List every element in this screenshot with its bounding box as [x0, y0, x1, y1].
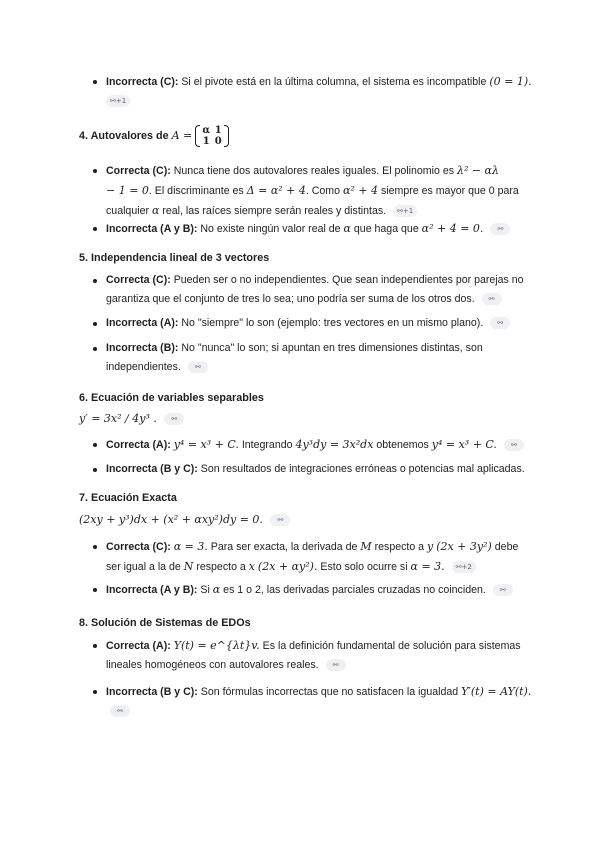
equation: y′ = 3x² / 4y³ . ⚯	[79, 412, 184, 425]
source-chip[interactable]	[490, 317, 510, 329]
math-expr: A =	[171, 128, 193, 142]
item-label: Incorrecta (B):	[106, 342, 179, 354]
source-chip[interactable]	[188, 361, 208, 373]
bullet	[93, 588, 97, 592]
list-item: Incorrecta (B y C): Son fórmulas incorrectas que no satisfacen la igualdad Y′(t) = AY(t). ⚯	[93, 682, 533, 721]
section-title-6: 6. Ecuación de variables separables	[79, 392, 264, 404]
link-icon: ⚯	[499, 586, 506, 595]
bullet	[93, 227, 97, 231]
source-chip[interactable]	[164, 413, 184, 425]
link-icon: ⚯	[488, 295, 495, 304]
item-label: Correcta (A):	[106, 439, 171, 451]
bullet	[93, 468, 97, 472]
source-chip[interactable]	[110, 705, 130, 717]
list-item: Correcta (A): y⁴ = x³ + C. Integrando 4y³dy = 3x²dx obtenemos y⁴ = x³ + C. ⚯	[93, 435, 533, 455]
bullet	[93, 80, 97, 84]
item-label: Incorrecta (A y B):	[106, 584, 198, 596]
link-icon: ⚯	[110, 97, 116, 106]
source-chip[interactable]	[493, 584, 513, 596]
item-label: Correcta (A):	[106, 640, 171, 652]
link-icon: ⚯	[332, 661, 339, 670]
section-title-5: 5. Independencia lineal de 3 vectores	[79, 252, 270, 264]
item-label: Correcta (C):	[106, 274, 171, 286]
list-item	[93, 72, 533, 111]
link-icon: ⚯	[497, 225, 504, 234]
bullet	[93, 169, 97, 173]
bullet	[93, 690, 97, 694]
link-icon: ⚯	[455, 563, 462, 572]
bullet	[93, 279, 97, 283]
equation: (2xy + y³)dx + (x² + αxy²)dy = 0. ⚯	[79, 513, 290, 526]
list-item: Incorrecta (A): No "siempre" lo son (ejemplo: tres vectores en un mismo plano). ⚯	[93, 314, 533, 333]
link-icon: ⚯	[117, 707, 123, 716]
list-item: Correcta (C): Nunca tiene dos autovalores reales iguales. El polinomio es λ² − αλ − 1 = 0. El discriminante es Δ = α² + 4. Como α² + 4 siempre es mayor que 0 para cualquier α real, las raíces siempre serán reales y distintas. ⚯+1	[93, 161, 533, 221]
source-chip[interactable]: ⚯+1	[393, 205, 417, 217]
list-item: Incorrecta (B y C): Son resultados de integraciones erróneas o potencias mal aplicadas.	[93, 460, 533, 479]
item-label: Incorrecta (A y B):	[106, 223, 198, 235]
item-label: Incorrecta (B y C):	[106, 686, 198, 698]
item-label: Incorrecta (B y C):	[106, 463, 198, 475]
matrix: α 1 1 0	[195, 125, 229, 147]
item-text: Si el pivote está en la última columna, el sistema es incompatible	[181, 76, 487, 88]
source-chip[interactable]	[270, 514, 290, 526]
list-item: Correcta (C): α = 3. Para ser exacta, la derivada de M respecto a y (2x + 3y²) debe ser igual a la de N respecto a x (2x + αy²). Esto solo ocurre si α = 3. ⚯+2	[93, 537, 533, 577]
source-chip[interactable]	[504, 439, 524, 451]
source-chip[interactable]	[326, 659, 346, 671]
bullet	[93, 644, 97, 648]
bullet	[93, 322, 97, 326]
link-icon: ⚯	[497, 319, 504, 328]
section-title-8: 8. Solución de Sistemas de EDOs	[79, 617, 251, 629]
item-label: Incorrecta (C):	[106, 76, 179, 88]
source-chip[interactable]: ⚯+2	[452, 561, 476, 573]
source-chip[interactable]	[482, 293, 502, 305]
list-item: Correcta (A): Y(t) = e^{λt}v. Es la definición fundamental de solución para sistemas lineales homogéneos con autovalores reales. ⚯	[93, 636, 533, 675]
item-label: Correcta (C):	[106, 541, 171, 553]
source-chip[interactable]: ⚯+1	[106, 95, 130, 107]
math-expr: (0 = 1).	[489, 75, 532, 88]
list-item: Incorrecta (B): No "nunca" lo son; si apuntan en tres dimensiones distintas, son independientes. ⚯	[93, 339, 533, 377]
link-icon: ⚯	[510, 441, 517, 450]
list-item: Correcta (C): Pueden ser o no independientes. Que sean independientes por parejas no garantiza que el conjunto de tres lo sea; uno podría ser suma de los otros dos. ⚯	[93, 271, 533, 309]
link-icon: ⚯	[194, 363, 201, 372]
link-icon: ⚯	[171, 415, 178, 423]
list-item: Incorrecta (A y B): No existe ningún valor real de α que haga que α² + 4 = 0. ⚯	[93, 219, 533, 239]
item-label: Incorrecta (A):	[106, 317, 179, 329]
section-title-7: 7. Ecuación Exacta	[79, 492, 177, 504]
link-icon: ⚯	[397, 207, 403, 216]
bullet	[93, 545, 97, 549]
item-label: Correcta (C):	[106, 165, 171, 177]
list-item: Incorrecta (A y B): Si α es 1 o 2, las derivadas parciales cruzadas no coinciden. ⚯	[93, 580, 533, 600]
link-icon: ⚯	[277, 516, 284, 524]
bullet	[93, 443, 97, 447]
bullet	[93, 347, 97, 351]
section-title-4: 4. Autovalores de A = α 1 1 0	[79, 125, 229, 147]
source-chip[interactable]	[490, 223, 510, 235]
